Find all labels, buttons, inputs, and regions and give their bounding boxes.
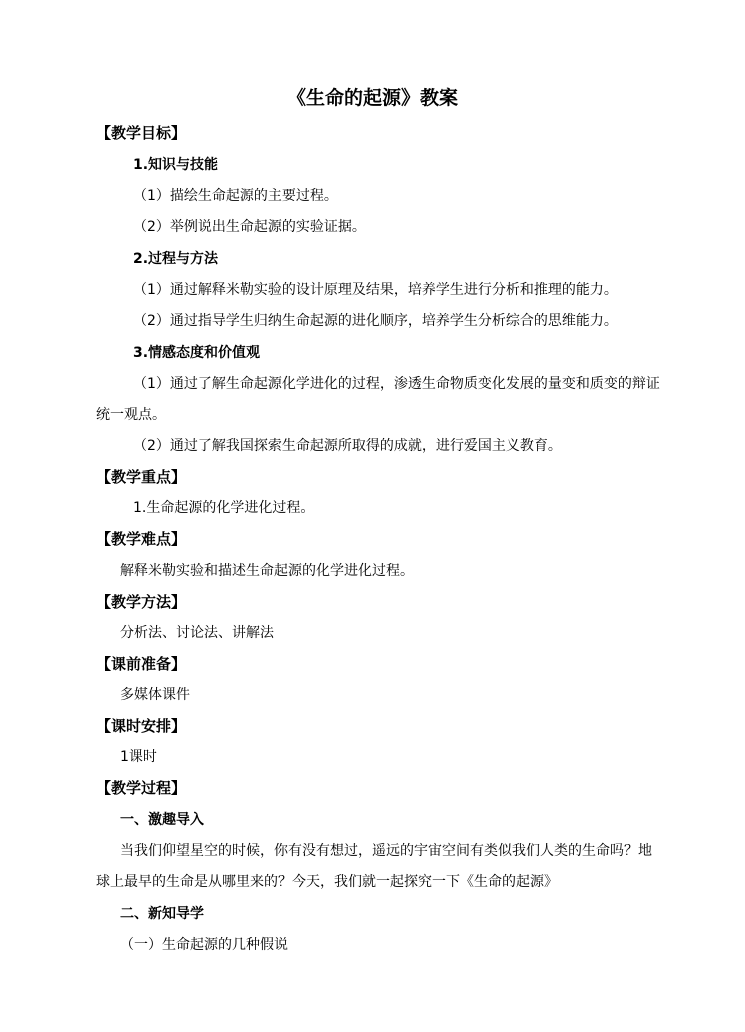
intro-paragraph-line-1: 当我们仰望星空的时候，你有没有想过，遥远的宇宙空间有类似我们人类的生命吗？地 [120, 843, 652, 859]
section-heading-preparation: 【课前准备】 [96, 655, 187, 673]
subheading-knowledge: 1.知识与技能 [133, 157, 219, 173]
attitude-item-1-line-1: （1）通过了解生命起源化学进化的过程，渗透生命物质变化发展的量变和质变的辩证 [133, 376, 660, 392]
document-title: 《生命的起源》教案 [286, 87, 458, 109]
schedule-text: 1课时 [120, 749, 157, 765]
preparation-text: 多媒体课件 [120, 687, 190, 703]
subheading-attitude: 3.情感态度和价值观 [133, 345, 261, 361]
section-heading-goals: 【教学目标】 [96, 124, 187, 142]
attitude-item-2: （2）通过了解我国探索生命起源所取得的成就，进行爱国主义教育。 [133, 438, 562, 454]
attitude-item-1-line-2: 统一观点。 [96, 407, 166, 423]
section-heading-difficulties: 【教学难点】 [96, 530, 187, 548]
subheading-new-knowledge: 二、新知导学 [120, 906, 204, 922]
subheading-process: 2.过程与方法 [133, 251, 219, 267]
process-item-1: （1）通过解释米勒实验的设计原理及结果，培养学生进行分析和推理的能力。 [133, 282, 618, 298]
section-heading-procedure: 【教学过程】 [96, 779, 187, 797]
difficulties-text: 解释米勒实验和描述生命起源的化学进化过程。 [120, 563, 414, 579]
new-knowledge-subsection: （一）生命起源的几种假说 [120, 937, 288, 953]
section-heading-key-points: 【教学重点】 [96, 468, 187, 486]
subheading-intro: 一、激趣导入 [120, 812, 204, 828]
key-points-text: 1.生命起源的化学进化过程。 [133, 500, 315, 516]
intro-paragraph-line-2: 球上最早的生命是从哪里来的？今天，我们就一起探究一下《生命的起源》 [96, 874, 558, 890]
section-heading-schedule: 【课时安排】 [96, 717, 187, 735]
knowledge-item-1: （1）描绘生命起源的主要过程。 [133, 188, 338, 204]
process-item-2: （2）通过指导学生归纳生命起源的进化顺序，培养学生分析综合的思维能力。 [133, 313, 618, 329]
knowledge-item-2: （2）举例说出生命起源的实验证据。 [133, 219, 366, 235]
section-heading-methods: 【教学方法】 [96, 593, 187, 611]
methods-text: 分析法、讨论法、讲解法 [120, 625, 274, 641]
